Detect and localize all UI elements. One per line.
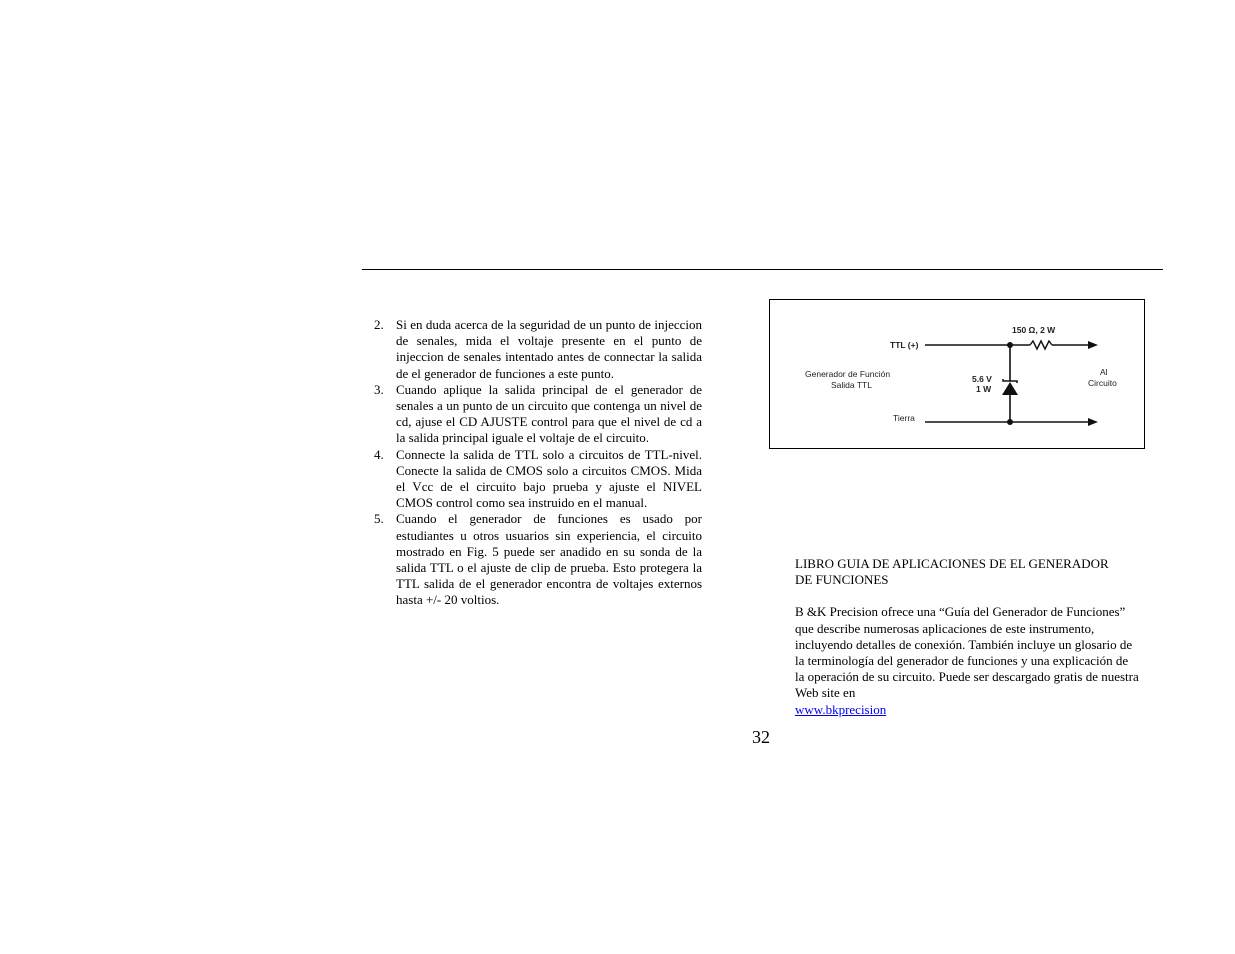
output-label-line2: Circuito <box>1088 378 1117 388</box>
output-arrow <box>1088 341 1098 349</box>
ttl-label: TTL (+) <box>890 340 919 350</box>
page-number: 32 <box>752 727 770 747</box>
zener-label-line1: 5.6 V <box>972 374 992 384</box>
output-label-line1: Al <box>1100 367 1108 377</box>
guide-body: B &K Precision ofrece una “Guía del Generador de Funciones” que describe numerosas aplicaciones de este instrumento, incluyendo detalles de conexión. También incluye un glosario de la terminología del generador de funciones y una explicación de la operación de su circuito. Puede ser descargado gratis de nuestra Web site en <box>795 604 1139 701</box>
zener-label-line2: 1 W <box>976 384 992 394</box>
list-item <box>362 447 702 512</box>
resistor-symbol <box>1030 341 1052 349</box>
item-text: Connecte la salida de TTL solo a circuitos de TTL-nivel. Conecte la salida de CMOS solo a circuitos CMOS. Mida el Vcc de el circuito bajo prueba y ajuste el NIVEL CMOS control como sea instruido en el manual. <box>396 446 702 511</box>
guide-section <box>795 556 1140 718</box>
item-text: Si en duda acerca de la seguridad de un punto de injeccion de senales, mida el voltaje presente en el punto de injeccion de senales intentado antes de connectar la salida de el generador de funciones a este punto. <box>396 317 702 381</box>
list-item <box>362 317 702 382</box>
zener-triangle <box>1002 382 1018 395</box>
item-text: Cuando aplique la salida principal de el generador de senales a un punto de un circuito que contenga un nivel de cd, ajuse el CD AJUSTE control para que el nivel de cd a la salida principal iguale el voltaje de el circuito. <box>396 381 702 446</box>
circuit-figure <box>769 299 1145 449</box>
generator-label-line2: Salida TTL <box>831 380 872 390</box>
item-number: 2. <box>374 317 384 332</box>
item-number: 5. <box>374 511 384 527</box>
resistor-label: 150 Ω, 2 W <box>1012 325 1056 335</box>
item-text: Cuando el generador de funciones es usado por estudiantes u otros usuarios sin experiencia, el circuito mostrado en Fig. 5 puede ser anadido en su sonda de la salida TTL o el ajuste de clip de prueba. Esto protegera la TTL salida de el generador encontra de voltajes externos hasta +/- 20 voltios. <box>396 511 702 608</box>
ground-arrow <box>1088 418 1098 426</box>
list-item <box>362 511 702 608</box>
ground-label: Tierra <box>893 413 915 423</box>
precautions-list <box>362 317 702 609</box>
generator-label-line1: Generador de Función <box>805 369 891 379</box>
guide-heading-line1: LIBRO GUIA DE APLICACIONES DE EL GENERADOR <box>795 556 1109 571</box>
guide-heading-line2: DE FUNCIONES <box>795 572 889 588</box>
item-number: 3. <box>374 381 384 397</box>
bkprecision-link[interactable]: www.bkprecision <box>795 701 887 717</box>
header-rule <box>362 269 1163 270</box>
list-item <box>362 382 702 447</box>
item-number: 4. <box>374 446 384 462</box>
circuit-diagram <box>770 300 1146 450</box>
